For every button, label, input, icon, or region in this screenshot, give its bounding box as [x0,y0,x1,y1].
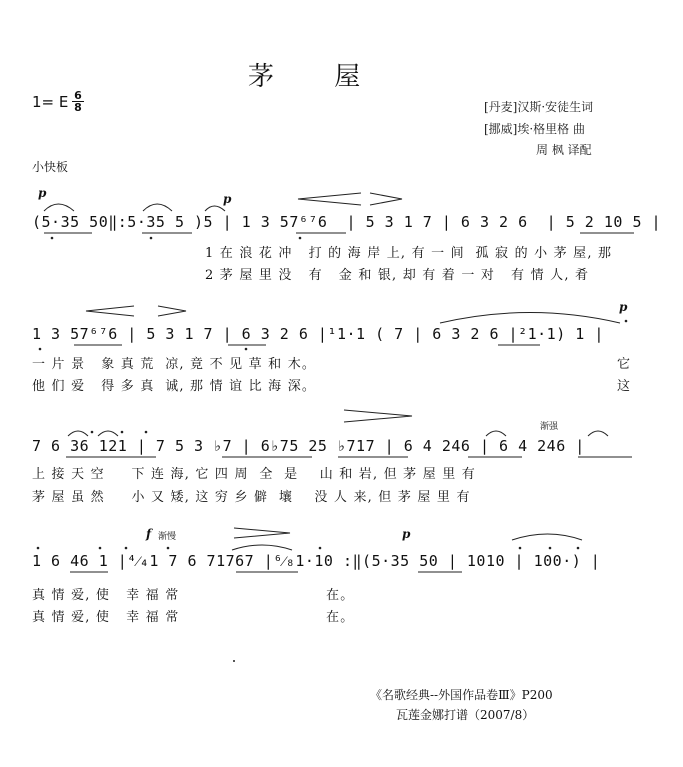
slur [98,431,118,436]
key-signature: 1= E [32,93,69,111]
dynamic-ritardando-text: 渐慢 [158,532,177,542]
slur [68,431,88,436]
dynamic-crescendo-text: 渐强 [540,422,559,432]
lyric-verse-1: 1 在 浪 花 冲 打 的 海 岸 上, 有 一 间 孤 寂 的 小 茅 屋, 那 [205,246,613,261]
slur [512,534,582,540]
dynamic-f: f [146,527,152,541]
dynamic-p: p [402,527,411,541]
lyric-end: 它 [617,357,632,372]
translator-credit: 周 枫 译配 [536,143,592,157]
lyric-verse-2: 2 茅 屋 里 没 有 金 和 银, 却 有 着 一 对 有 情 人, 肴 [205,268,590,283]
composer-credit: [挪威]埃·格里格 曲 [484,122,585,136]
slur [440,313,620,324]
slur [232,545,292,550]
notation-line-4: 1 6 46 1 |⁴⁄₄1 7 6 71767 |⁶⁄₈1·10 :‖(5·35 50 | 1010 | 100·) | [32,552,601,570]
notation-line-1: (5·35 50‖:5·35 5 )5 | 1 3 57⁶⁷6 | 5 3 1 7 | 6 3 2 6 | 5 2 10 5 | [32,213,662,231]
source-book: 《名歌经典--外国作品卷Ⅲ》P200 [370,688,553,702]
crescendo-hairpin [86,306,134,316]
lyricist-credit: [丹麦]汉斯·安徒生词 [484,100,594,114]
lyric-verse-2: 茅 屋 虽 然 小 又 矮, 这 穷 乡 僻 壤 没 人 来, 但 茅 屋 里 有 [32,490,471,505]
notation-line-2: 1 3 57⁶⁷6 | 5 3 1 7 | 6 3 2 6 |¹1·1 ( 7 | 6 3 2 6 |²1·1) 1 | [32,325,604,343]
song-title: 茅 屋 [248,62,387,92]
slur [588,431,608,436]
slur [143,204,172,211]
lyric-end: 这 [617,379,632,394]
slur [205,206,225,211]
transcriber-credit: 瓦莲金娜打谱（2007/8） [396,708,535,722]
crescendo-hairpin [234,528,290,538]
lyric-verse-2: 他 们 爱 得 多 真 诚, 那 情 谊 比 海 深。 [32,379,317,394]
tempo-marking: 小快板 [32,160,69,174]
slur [486,431,506,436]
notation-line-3: 7 6 36 121 | 7 5 3 ♭7 | 6♭75 25 ♭717 | 6 4 246 | 6 4 246 | [32,437,585,455]
crescendo-hairpin [344,410,412,422]
lyric-end: 在。 [326,610,355,625]
slur [44,204,74,211]
decrescendo-hairpin [370,193,402,205]
dynamic-p: p [619,300,628,314]
meter-bottom: 8 [74,101,82,114]
lyric-verse-1: 上 接 天 空 下 连 海, 它 四 周 全 是 山 和 岩, 但 茅 屋 里 有 [32,467,476,482]
crescendo-hairpin [298,193,361,205]
lyric-verse-1: 一 片 景 象 真 荒 凉, 竟 不 见 草 和 木。 [32,357,317,372]
dynamic-p: p [38,186,47,200]
lyric-end: 在。 [326,588,355,603]
lyric-verse-1: 真 情 爱, 使 幸 福 常 [32,588,180,603]
lyric-verse-2: 真 情 爱, 使 幸 福 常 [32,610,180,625]
dynamic-p: p [223,192,232,206]
meter-top: 6 [74,89,82,102]
decrescendo-hairpin [158,306,186,316]
